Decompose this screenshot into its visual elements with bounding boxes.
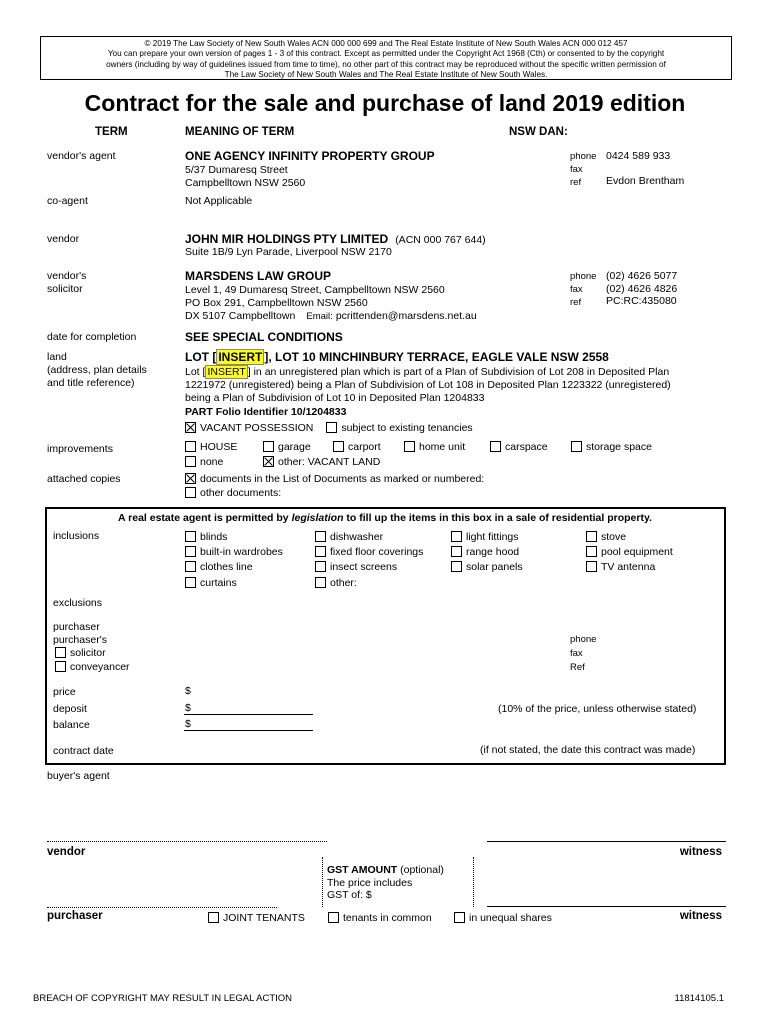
land-description-1 <box>185 366 669 378</box>
tv-antenna-label: TV antenna <box>601 561 656 573</box>
carport-label: carport <box>348 441 381 453</box>
purchaser-solicitor-label: solicitor <box>70 647 106 659</box>
inclusion-dishwasher <box>315 531 383 543</box>
range-hood-checkbox[interactable] <box>451 546 462 557</box>
gst-line-1: The price includes <box>327 877 413 889</box>
stove-label: stove <box>601 531 627 543</box>
home-unit-label: home unit <box>419 441 466 453</box>
solar-panels-checkbox[interactable] <box>451 561 462 572</box>
wardrobes-label: built-in wardrobes <box>200 546 283 558</box>
light-fittings-checkbox[interactable] <box>451 531 462 542</box>
contract-date-label: contract date <box>53 745 114 757</box>
improvements-label: improvements <box>47 443 113 455</box>
balance-dollar: $ <box>185 718 191 730</box>
storage-space-label: storage space <box>586 441 652 453</box>
inclusion-other-checkbox[interactable] <box>315 577 326 588</box>
floor-coverings-label: fixed floor coverings <box>330 546 424 558</box>
inclusion-light-fittings <box>451 531 519 543</box>
folio-identifier: PART Folio Identifier 10/1204833 <box>185 406 347 418</box>
attached-docs-row <box>185 473 484 485</box>
purchaser-solicitor-row <box>55 647 106 659</box>
vendors-solicitor-dx-line <box>185 310 477 322</box>
purchaser-label: purchaser <box>53 621 100 633</box>
unequal-shares-label: in unequal shares <box>469 912 552 924</box>
unequal-shares-checkbox[interactable] <box>454 912 465 923</box>
nsw-dan-header: NSW DAN: <box>509 126 568 138</box>
pool-equipment-label: pool equipment <box>601 546 673 558</box>
copyright-line-3: owners (including by way of guidelines issued from time to time), no other part of this contract may be reproduced without the specific written permission of <box>106 59 666 69</box>
vendors-solicitor-fax-label: fax <box>570 284 583 295</box>
inclusion-floor-coverings <box>315 546 423 558</box>
dishwasher-checkbox[interactable] <box>315 531 326 542</box>
land-title-post: ], LOT 10 MINCHINBURY TERRACE, EAGLE VALE NSW 2558 <box>264 350 609 364</box>
improvements-other <box>263 456 380 468</box>
other-docs-label: other documents: <box>200 487 282 499</box>
home-unit-checkbox[interactable] <box>404 441 415 452</box>
inclusion-range-hood <box>451 546 519 558</box>
joint-tenants-row <box>208 912 305 924</box>
joint-tenants-label: JOINT TENANTS <box>223 912 305 924</box>
land-desc-pre: Lot [ <box>185 366 206 378</box>
copyright-line-2: You can prepare your own version of pages 1 - 3 of this contract. Except as permitted under the Copyright Act 1968 (Cth) or consented to by the copyright <box>107 49 665 59</box>
land-label-1: land <box>47 351 67 363</box>
attached-copies-label: attached copies <box>47 473 121 485</box>
inclusion-blinds <box>185 531 227 543</box>
vendors-agent-address-1: 5/37 Dumaresq Street <box>185 164 288 176</box>
price-label: price <box>53 686 76 698</box>
vendors-agent-fax-label: fax <box>570 164 583 175</box>
tenants-in-common-checkbox[interactable] <box>328 912 339 923</box>
carspace-checkbox[interactable] <box>490 441 501 452</box>
other-docs-row <box>185 487 281 499</box>
light-fittings-label: light fittings <box>466 531 519 543</box>
existing-tenancies-label: subject to existing tenancies <box>341 422 473 434</box>
gst-title <box>327 864 444 876</box>
inclusion-tv-antenna <box>586 561 655 573</box>
gst-box-right <box>473 857 474 907</box>
price-dollar: $ <box>185 685 191 697</box>
vendors-solicitor-address-1: Level 1, 49 Dumaresq Street, Campbelltown NSW 2560 <box>185 284 445 296</box>
purchaser-signature-label: purchaser <box>47 910 103 922</box>
house-checkbox[interactable] <box>185 441 196 452</box>
buyers-agent-label: buyer's agent <box>47 770 110 782</box>
vendors-solicitor-fax: (02) 4626 4826 <box>606 283 678 295</box>
floor-coverings-checkbox[interactable] <box>315 546 326 557</box>
vendor-witness-line[interactable] <box>487 841 726 842</box>
other-improvement-label: other: VACANT LAND <box>278 456 381 468</box>
clothes-line-label: clothes line <box>200 561 253 573</box>
blinds-label: blinds <box>200 531 228 543</box>
joint-tenants-checkbox[interactable] <box>208 912 219 923</box>
vendors-agent-ref: Evdon Brentham <box>606 175 685 187</box>
vendor-signature-label: vendor <box>47 846 86 858</box>
improvements-carspace <box>490 441 548 453</box>
land-title <box>185 350 609 364</box>
land-desc-insert[interactable]: INSERT <box>207 366 246 378</box>
purchaser-conveyancer-row <box>55 661 130 673</box>
deposit-label: deposit <box>53 703 87 715</box>
balance-input-line[interactable] <box>184 730 313 731</box>
blinds-checkbox[interactable] <box>185 531 196 542</box>
vendors-agent-ref-label: ref <box>570 177 582 188</box>
improvements-none <box>185 456 223 468</box>
exclusions-label: exclusions <box>53 597 103 609</box>
purchaser-phone-label: phone <box>570 634 597 645</box>
vendors-solicitor-name: MARSDENS LAW GROUP <box>185 269 332 283</box>
improvements-carport <box>333 441 381 453</box>
agent-box-heading-post: to fill up the items in this box in a sale of residential property. <box>343 512 652 524</box>
land-label-3: and title reference) <box>47 377 135 389</box>
deposit-input-line[interactable] <box>184 714 313 715</box>
wardrobes-checkbox[interactable] <box>185 546 196 557</box>
none-label: none <box>200 456 224 468</box>
improvements-house <box>185 441 237 453</box>
vendors-solicitor-label-1: vendor's <box>47 270 87 282</box>
vendor-name-line <box>185 232 486 246</box>
completion-value: SEE SPECIAL CONDITIONS <box>185 330 343 344</box>
vendor-witness-label: witness <box>679 846 722 858</box>
vendor-name: JOHN MIR HOLDINGS PTY LIMITED <box>185 232 389 246</box>
copyright-notice <box>40 36 732 80</box>
purchaser-solicitor-checkbox[interactable] <box>55 647 66 658</box>
inclusion-other <box>315 577 357 589</box>
vendors-solicitor-dx: DX 5107 Campbelltown <box>185 310 296 322</box>
existing-tenancies-checkbox[interactable] <box>326 422 337 433</box>
deposit-note: (10% of the price, unless otherwise stated) <box>498 703 697 715</box>
inclusion-solar-panels <box>451 561 523 573</box>
purchaser-witness-label: witness <box>679 910 722 922</box>
vendors-solicitor-email-label: Email: <box>306 311 333 322</box>
footer-warning: BREACH OF COPYRIGHT MAY RESULT IN LEGAL ACTION <box>33 993 293 1004</box>
deposit-dollar: $ <box>185 702 191 714</box>
land-description-3: being a Plan of Subdivision of Lot 10 in Deposited Plan 1204833 <box>185 392 485 404</box>
house-label: HOUSE <box>200 441 238 453</box>
land-desc-post: ] in an unregistered plan which is part of a Plan of Subdivision of Lot 208 in Deposited Plan <box>247 366 670 378</box>
purchaser-conveyancer-checkbox[interactable] <box>55 661 66 672</box>
land-title-insert[interactable]: INSERT <box>218 350 263 364</box>
insect-screens-checkbox[interactable] <box>315 561 326 572</box>
vacant-possession-checkbox[interactable] <box>185 422 196 433</box>
improvements-storage <box>571 441 652 453</box>
land-label-2: (address, plan details <box>47 364 147 376</box>
purchaser-witness-line[interactable] <box>487 906 726 907</box>
gst-title-bold: GST AMOUNT <box>327 864 398 876</box>
vendors-solicitor-email: pcrittenden@marsdens.net.au <box>335 310 477 322</box>
vendors-solicitor-ref: PC:RC:435080 <box>606 295 677 307</box>
insect-screens-label: insect screens <box>330 561 398 573</box>
vendor-label: vendor <box>47 233 80 245</box>
meaning-header: MEANING OF TERM <box>185 126 295 138</box>
vendors-agent-name: ONE AGENCY INFINITY PROPERTY GROUP <box>185 149 435 163</box>
vendors-solicitor-phone-label: phone <box>570 271 597 282</box>
tv-antenna-checkbox[interactable] <box>586 561 597 572</box>
range-hood-label: range hood <box>466 546 520 558</box>
land-description-2: 1221972 (unregistered) being a Plan of Subdivision of Lot 108 in Deposited Plan 1223322 (unregistered) <box>185 379 671 391</box>
other-improvement-checkbox[interactable] <box>263 456 274 467</box>
vendors-agent-phone: 0424 589 933 <box>606 150 671 162</box>
unequal-shares-row <box>454 912 552 924</box>
curtains-checkbox[interactable] <box>185 577 196 588</box>
inclusions-label: inclusions <box>53 530 100 542</box>
vacant-possession-row <box>185 422 473 434</box>
solar-panels-label: solar panels <box>466 561 523 573</box>
inclusion-insect-screens <box>315 561 397 573</box>
purchaser-ref-label: Ref <box>570 662 585 673</box>
improvements-home-unit <box>404 441 465 453</box>
agent-box-heading-em: legislation <box>291 512 344 524</box>
contract-date-note: (if not stated, the date this contract was made) <box>480 744 696 756</box>
vacant-possession-label: VACANT POSSESSION <box>200 422 314 434</box>
improvements-garage <box>263 441 311 453</box>
attached-docs-checkbox[interactable] <box>185 473 196 484</box>
attached-docs-label: documents in the List of Documents as marked or numbered: <box>200 473 485 485</box>
vendors-solicitor-address-2: PO Box 291, Campbelltown NSW 2560 <box>185 297 368 309</box>
other-docs-checkbox[interactable] <box>185 487 196 498</box>
vendor-signature-line[interactable] <box>47 841 327 842</box>
purchaser-fax-label: fax <box>570 648 583 659</box>
vendors-solicitor-ref-label: ref <box>570 297 582 308</box>
vendors-solicitor-phone: (02) 4626 5077 <box>606 270 678 282</box>
agent-box-heading-pre: A real estate agent is permitted by <box>118 512 292 524</box>
balance-label: balance <box>53 719 90 731</box>
vendors-agent-address-2: Campbelltown NSW 2560 <box>185 177 306 189</box>
pool-equipment-checkbox[interactable] <box>586 546 597 557</box>
vendors-agent-label: vendor's agent <box>47 150 116 162</box>
purchaser-conveyancer-label: conveyancer <box>70 661 130 673</box>
garage-label: garage <box>278 441 311 453</box>
inclusion-pool-equipment <box>586 546 673 558</box>
vendors-agent-phone-label: phone <box>570 151 597 162</box>
inclusion-curtains <box>185 577 237 589</box>
inclusion-other-label: other: <box>330 577 357 589</box>
copyright-line-4: The Law Society of New South Wales and The Real Estate Institute of New South Wales. <box>224 70 548 80</box>
gst-optional: (optional) <box>397 864 444 876</box>
storage-space-checkbox[interactable] <box>571 441 582 452</box>
garage-checkbox[interactable] <box>263 441 274 452</box>
tenants-in-common-row <box>328 912 432 924</box>
curtains-label: curtains <box>200 577 237 589</box>
carspace-label: carspace <box>505 441 548 453</box>
completion-label: date for completion <box>47 331 137 343</box>
gst-line-2: GST of: $ <box>327 889 372 901</box>
vendors-solicitor-label-2: solicitor <box>47 283 83 295</box>
tenants-in-common-label: tenants in common <box>343 912 432 924</box>
dishwasher-label: dishwasher <box>330 531 384 543</box>
term-header: TERM <box>95 126 128 138</box>
gst-box-left <box>322 857 323 907</box>
vendor-acn: (ACN 000 767 644) <box>395 234 486 246</box>
page-title: Contract for the sale and purchase of land 2019 edition <box>84 90 686 116</box>
land-title-pre: LOT [ <box>185 350 217 364</box>
purchasers-label: purchaser's <box>53 634 107 646</box>
agent-box-heading <box>0 512 770 524</box>
vendor-address: Suite 1B/9 Lyn Parade, Liverpool NSW 2170 <box>185 246 392 258</box>
footer-doc-number: 11814105.1 <box>674 993 724 1004</box>
purchaser-signature-line[interactable] <box>47 907 277 908</box>
none-checkbox[interactable] <box>185 456 196 467</box>
copyright-line-1: © 2019 The Law Society of New South Wales ACN 000 000 699 and The Real Estate Institute of New South Wales ACN 000 012 457 <box>144 39 628 48</box>
inclusion-stove <box>586 531 626 543</box>
inclusion-wardrobes <box>185 546 283 558</box>
co-agent-label: co-agent <box>47 195 88 207</box>
carport-checkbox[interactable] <box>333 441 344 452</box>
clothes-line-checkbox[interactable] <box>185 561 196 572</box>
inclusion-clothes-line <box>185 561 253 573</box>
stove-checkbox[interactable] <box>586 531 597 542</box>
co-agent-value: Not Applicable <box>185 195 253 207</box>
